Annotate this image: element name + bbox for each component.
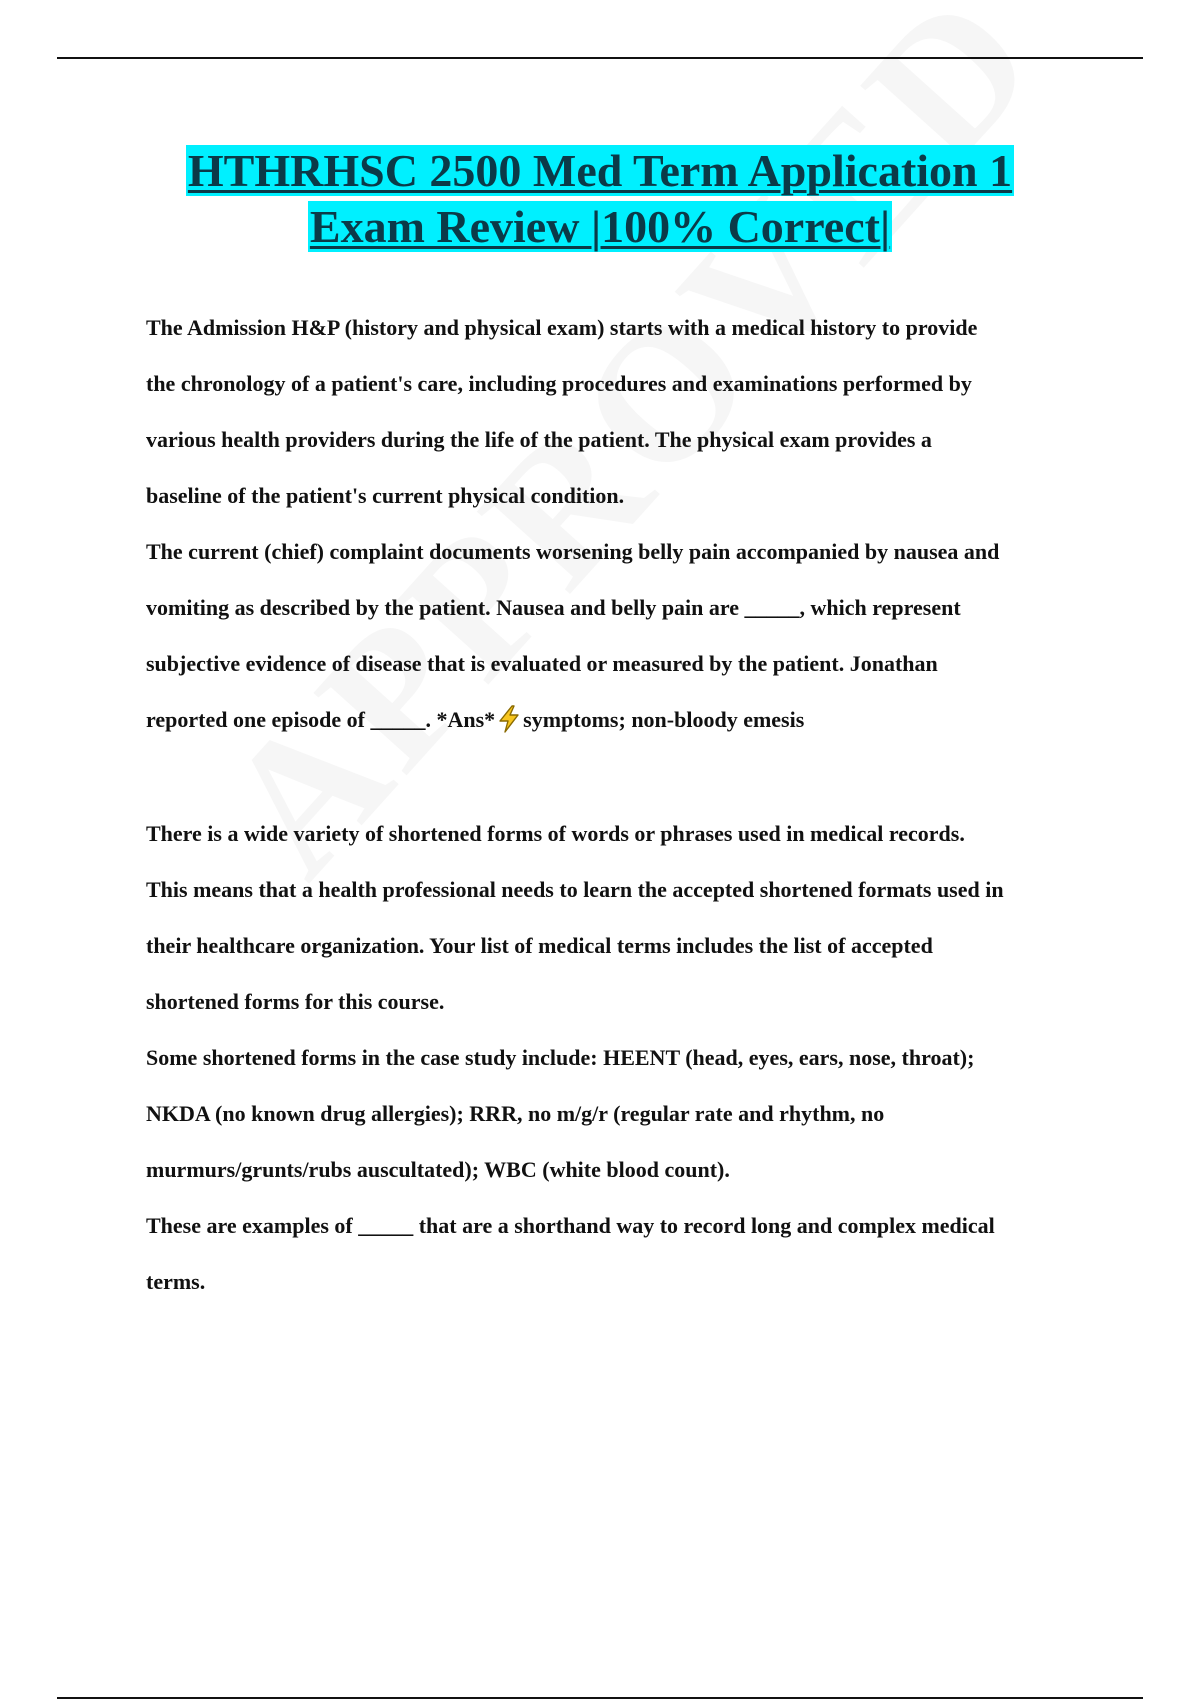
- paragraph-question: [146, 1198, 1106, 1310]
- answer-text: symptoms; non-bloody emesis: [523, 707, 805, 732]
- answer-lead: reported one episode of _____. *Ans*: [146, 707, 496, 732]
- text-line: their healthcare organization. Your list of medical terms includes the list of accepted: [146, 933, 933, 958]
- top-rule: [57, 57, 1143, 59]
- title-line-2: Exam Review |100% Correct|: [309, 201, 891, 252]
- text-line: Some shortened forms in the case study include: HEENT (head, eyes, ears, nose, throat);: [146, 1045, 975, 1070]
- paragraph-case-study-abbreviations: [146, 1030, 1106, 1198]
- text-line: murmurs/grunts/rubs auscultated); WBC (white blood count).: [146, 1157, 730, 1182]
- paragraph-chief-complaint: [146, 524, 1106, 748]
- text-line: subjective evidence of disease that is evaluated or measured by the patient. Jonathan: [146, 651, 938, 676]
- text-line: There is a wide variety of shortened forms of words or phrases used in medical records.: [146, 821, 965, 846]
- text-line: These are examples of _____ that are a shorthand way to record long and complex medical: [146, 1213, 995, 1238]
- text-line: NKDA (no known drug allergies); RRR, no m/g/r (regular rate and rhythm, no: [146, 1101, 885, 1126]
- lightning-bolt-icon: [496, 705, 522, 733]
- text-line: This means that a health professional needs to learn the accepted shortened formats used in: [146, 877, 1004, 902]
- text-line: terms.: [146, 1269, 206, 1294]
- paragraph-spacer: [146, 748, 1106, 806]
- document-body: [146, 300, 1106, 1310]
- text-line: The current (chief) complaint documents worsening belly pain accompanied by nausea and: [146, 539, 1000, 564]
- bottom-rule: [57, 1697, 1143, 1699]
- document-title: [100, 143, 1100, 255]
- text-line: shortened forms for this course.: [146, 989, 445, 1014]
- paragraph-admission: [146, 300, 1106, 524]
- title-line-1: HTHRHSC 2500 Med Term Application 1: [187, 145, 1013, 196]
- text-line: various health providers during the life of the patient. The physical exam provides a: [146, 427, 932, 452]
- text-line: vomiting as described by the patient. Nausea and belly pain are _____, which represent: [146, 595, 961, 620]
- paragraph-shortened-forms: [146, 806, 1106, 1030]
- text-line: The Admission H&P (history and physical exam) starts with a medical history to provide: [146, 315, 978, 340]
- text-line: the chronology of a patient's care, including procedures and examinations performed by: [146, 371, 972, 396]
- text-line: baseline of the patient's current physical condition.: [146, 483, 625, 508]
